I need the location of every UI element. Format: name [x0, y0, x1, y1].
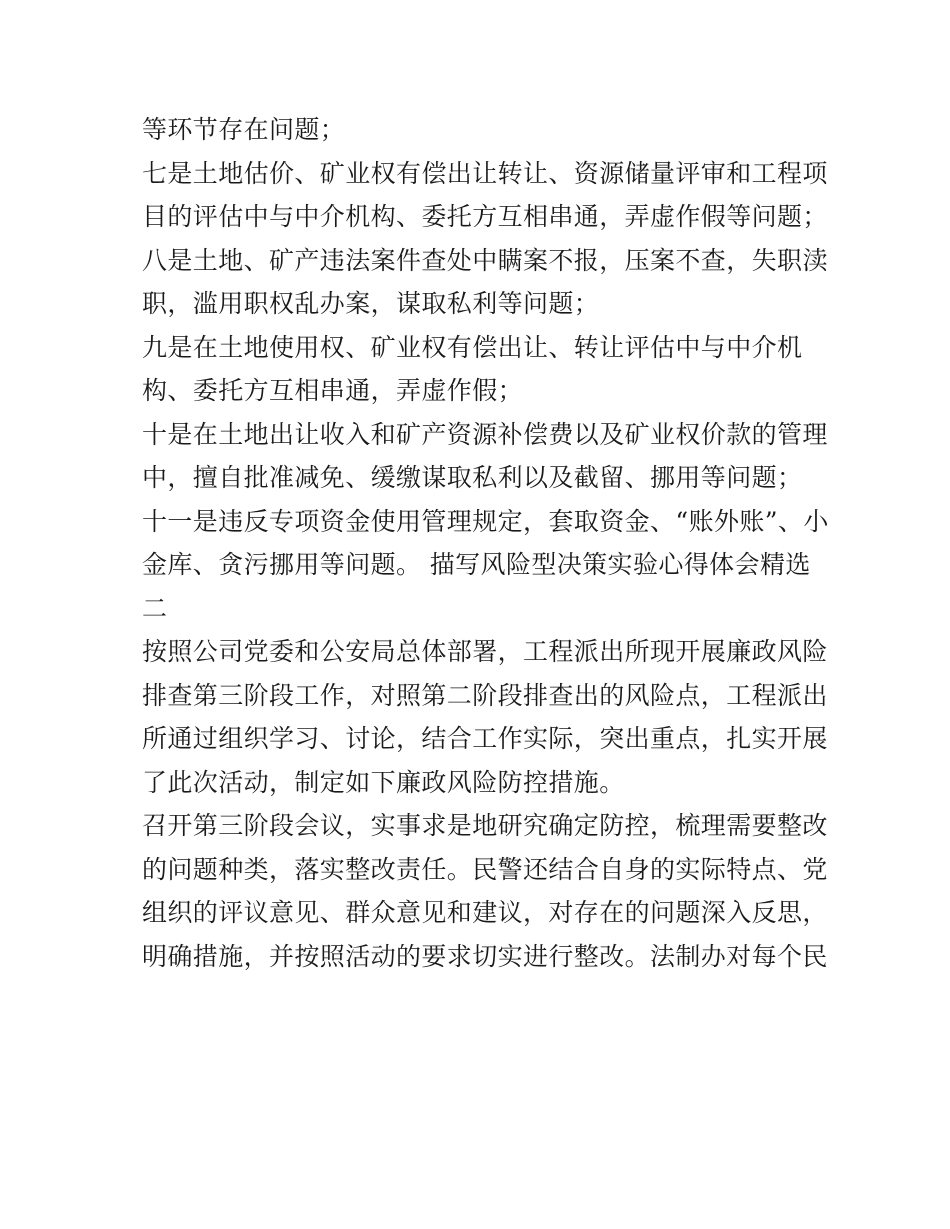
text-line: 中，擅自批准减免、缓缴谋取私利以及截留、挪用等问题； — [142, 463, 803, 492]
text-line: 召开第三阶段会议，实事求是地研究确定防控，梳理需要整改 — [142, 811, 828, 840]
text-line: 明确措施，并按照活动的要求切实进行整改。法制办对每个民 — [142, 941, 828, 971]
text-line: 职，滥用职权乱办案，谋取私利等问题； — [142, 289, 600, 318]
text-line: 构、委托方互相串通，弄虚作假； — [142, 376, 524, 405]
text-line: 等环节存在问题； — [142, 115, 346, 144]
body-text — [142, 108, 829, 978]
text-line: 十是在土地出让收入和矿产资源补偿费以及矿业权价款的管理 — [142, 419, 828, 449]
text-line: 所通过组织学习、讨论，结合工作实际，突出重点，扎实开展 — [142, 724, 828, 753]
text-line: 八是土地、矿产违法案件查处中瞒案不报，压案不查，失职渎 — [142, 245, 828, 275]
text-line: 目的评估中与中介机构、委托方互相串通，弄虚作假等问题； — [142, 202, 828, 231]
text-line: 按照公司党委和公安局总体部署，工程派出所现开展廉政风险 — [142, 637, 828, 666]
text-line: 九是在土地使用权、矿业权有偿出让、转让评估中与中介机 — [142, 332, 803, 362]
text-line: 金库、贪污挪用等问题。 描写风险型决策实验心得体会精选 — [142, 550, 811, 579]
text-line: 的问题种类，落实整改责任。民警还结合自身的实际特点、党 — [142, 854, 828, 884]
text-line: 七是土地估价、矿业权有偿出让转让、资源储量评审和工程项 — [142, 158, 828, 188]
text-line: 十一是违反专项资金使用管理规定，套取资金、“账外账”、小 — [142, 506, 829, 536]
text-line: 了此次活动，制定如下廉政风险防控措施。 — [142, 767, 625, 797]
text-line: 组织的评议意见、群众意见和建议，对存在的问题深入反思， — [142, 898, 828, 927]
text-line: 二 — [142, 593, 168, 623]
text-line: 排查第三阶段工作，对照第二阶段排查出的风险点，工程派出 — [142, 680, 828, 710]
